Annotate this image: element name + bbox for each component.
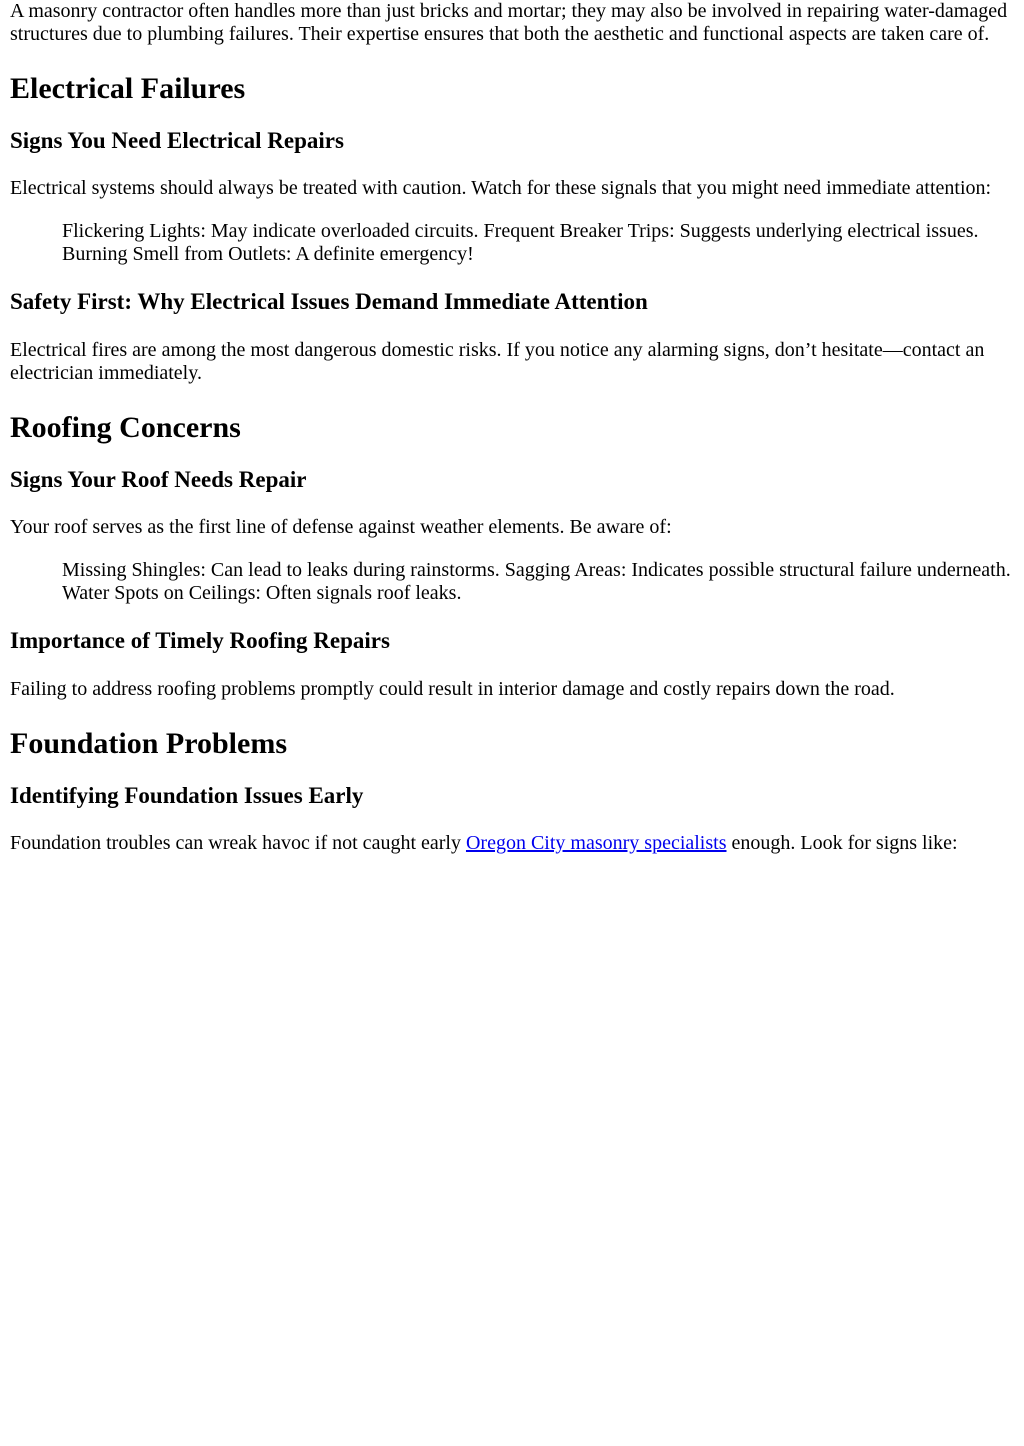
roof-timely-paragraph: Failing to address roofing problems promptly could result in interior damage and costly repairs down the road. [10, 678, 895, 700]
foundation-early-heading: Identifying Foundation Issues Early [10, 783, 364, 808]
foundation-early-paragraph [10, 832, 1014, 855]
electrical-signs-list: Flickering Lights: May indicate overloaded circuits. Frequent Breaker Trips: Suggests underlying electrical issues. Burning Smell from Outlets: A definite emergency! [62, 220, 979, 265]
roof-signs-list: Missing Shingles: Can lead to leaks during rainstorms. Sagging Areas: Indicates possible structural failure underneath. Water Spots on Ceilings: Often signals roof leaks. [62, 559, 1011, 604]
oregon-city-masonry-link[interactable]: Oregon City masonry specialists [465, 832, 727, 854]
electrical-signs-heading: Signs You Need Electrical Repairs [10, 128, 344, 153]
intro-paragraph: A masonry contractor often handles more than just bricks and mortar; they may also be involved in repairing water-damaged structures due to plumbing failures. Their expertise ensures that both the aesthetic and functional aspects are taken care of. [10, 0, 1008, 45]
roof-timely-heading: Importance of Timely Roofing Repairs [10, 628, 390, 653]
roof-signs-heading: Signs Your Roof Needs Repair [10, 467, 307, 492]
foundation-early-text-before: Foundation troubles can wreak havoc if not caught early [10, 832, 466, 854]
electrical-signs-paragraph: Electrical systems should always be treated with caution. Watch for these signals that you might need immediate attention: [10, 177, 992, 199]
roofing-concerns-heading: Roofing Concerns [10, 411, 241, 444]
foundation-problems-heading: Foundation Problems [10, 727, 287, 760]
foundation-early-text-after: enough. Look for signs like: [726, 832, 958, 854]
roof-signs-paragraph: Your roof serves as the first line of defense against weather elements. Be aware of: [10, 516, 672, 538]
electrical-safety-paragraph: Electrical fires are among the most dangerous domestic risks. If you notice any alarming signs, don’t hesitate—contact an electrician immediately. [10, 339, 985, 384]
electrical-failures-heading: Electrical Failures [10, 72, 246, 105]
electrical-safety-heading: Safety First: Why Electrical Issues Demand Immediate Attention [10, 289, 648, 314]
